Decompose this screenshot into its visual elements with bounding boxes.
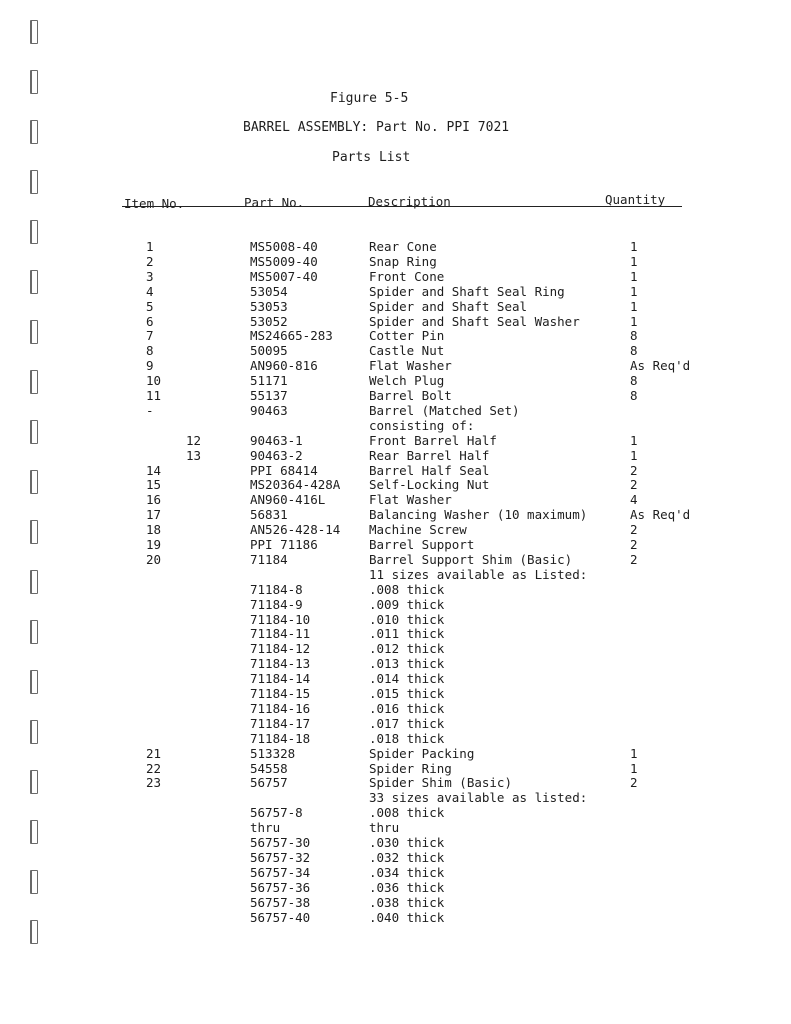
part-number-cell: 56757-8 [250,805,303,820]
quantity-cell: 4 [630,492,638,507]
part-number-cell: 53053 [250,299,288,314]
description-cell: Spider and Shaft Seal [369,299,528,314]
part-number-cell: 90463-2 [250,448,303,463]
quantity-cell: 8 [630,373,638,388]
part-number-cell: 71184-11 [250,626,311,641]
item-number-cell: 2 [146,254,154,269]
part-number-cell: 50095 [250,343,288,358]
description-cell: Spider Shim (Basic) [369,775,512,790]
item-number-cell: 20 [146,552,162,567]
quantity-cell: 8 [630,388,638,403]
part-number-cell: 71184-15 [250,686,311,701]
item-number-cell: 11 [146,388,162,403]
part-number-cell: PPI 68414 [250,463,318,478]
item-number-cell: 17 [146,507,162,522]
quantity-cell: 1 [630,254,638,269]
binder-hole [30,520,38,544]
quantity-cell: 1 [630,746,638,761]
item-number-cell: 16 [146,492,162,507]
part-number-cell: 56757-34 [250,865,311,880]
quantity-cell: 2 [630,522,638,537]
binder-hole [30,620,38,644]
item-number-cell: 6 [146,314,154,329]
quantity-cell: 2 [630,537,638,552]
description-cell: Front Cone [369,269,445,284]
description-cell: .016 thick [369,701,445,716]
part-number-cell: 71184-10 [250,612,311,627]
part-number-cell: 55137 [250,388,288,403]
part-number-cell: 71184-9 [250,597,303,612]
description-cell: Front Barrel Half [369,433,497,448]
quantity-cell: 1 [630,269,638,284]
item-number-cell: 10 [146,373,162,388]
description-cell: .018 thick [369,731,445,746]
item-number-cell: - [146,403,154,418]
item-number-cell: 4 [146,284,154,299]
description-cell: .034 thick [369,865,445,880]
description-cell: Barrel Bolt [369,388,452,403]
item-number-cell: 14 [146,463,162,478]
binder-hole [30,70,38,94]
description-cell: 33 sizes available as listed: [369,790,588,805]
binder-hole [30,570,38,594]
item-number-cell: 23 [146,775,162,790]
binder-hole [30,120,38,144]
description-cell: Spider and Shaft Seal Washer [369,314,580,329]
quantity-cell: 1 [630,761,638,776]
quantity-cell: 1 [630,299,638,314]
figure-title: Figure 5-5 [330,91,409,106]
binder-hole [30,820,38,844]
part-number-cell: MS5008-40 [250,239,318,254]
part-number-cell: 56757-30 [250,835,311,850]
description-cell: Spider and Shaft Seal Ring [369,284,565,299]
binder-hole [30,370,38,394]
part-number-cell: 56757-38 [250,895,311,910]
description-cell: Flat Washer [369,492,452,507]
description-cell: .012 thick [369,641,445,656]
part-number-cell: 71184-13 [250,656,311,671]
description-cell: Snap Ring [369,254,437,269]
description-cell: Barrel Support [369,537,475,552]
quantity-cell: As Req'd [630,507,691,522]
description-cell: Spider Ring [369,761,452,776]
binder-hole [30,220,38,244]
part-number-cell: 51171 [250,373,288,388]
description-cell: .017 thick [369,716,445,731]
item-number-cell: 9 [146,358,154,373]
column-header-item: Item No. [124,196,185,211]
description-cell: Flat Washer [369,358,452,373]
part-number-cell: AN960-816 [250,358,318,373]
quantity-cell: 8 [630,328,638,343]
part-number-cell: 71184-17 [250,716,311,731]
binder-hole [30,870,38,894]
part-number-cell: 71184-18 [250,731,311,746]
quantity-cell: 1 [630,433,638,448]
binder-holes [24,20,42,980]
part-number-cell: 513328 [250,746,296,761]
part-number-cell: AN526-428-14 [250,522,341,537]
description-cell: thru [369,820,400,835]
description-cell: 11 sizes available as Listed: [369,567,588,582]
description-cell: consisting of: [369,418,475,433]
part-number-cell: 53054 [250,284,288,299]
item-number-cell: 3 [146,269,154,284]
part-number-cell: 56757-36 [250,880,311,895]
part-number-cell: 56757 [250,775,288,790]
description-cell: Castle Nut [369,343,445,358]
binder-hole [30,320,38,344]
description-cell: Welch Plug [369,373,445,388]
part-number-cell: AN960-416L [250,492,326,507]
description-cell: .008 thick [369,582,445,597]
part-number-cell: PPI 71186 [250,537,318,552]
quantity-cell: 1 [630,284,638,299]
description-cell: .008 thick [369,805,445,820]
part-number-cell: MS5007-40 [250,269,318,284]
description-cell: .030 thick [369,835,445,850]
description-cell: Barrel Support Shim (Basic) [369,552,573,567]
part-number-cell: 71184-8 [250,582,303,597]
assembly-title: BARREL ASSEMBLY: Part No. PPI 7021 [243,120,510,135]
description-cell: .040 thick [369,910,445,925]
quantity-cell: 2 [630,463,638,478]
part-number-cell: 56757-40 [250,910,311,925]
part-number-cell: 71184-16 [250,701,311,716]
description-cell: .011 thick [369,626,445,641]
description-cell: Machine Screw [369,522,467,537]
binder-hole [30,920,38,944]
item-number-cell: 8 [146,343,154,358]
item-number-cell: 13 [186,448,202,463]
description-cell: .009 thick [369,597,445,612]
item-number-cell: 12 [186,433,202,448]
quantity-cell: 8 [630,343,638,358]
description-cell: .015 thick [369,686,445,701]
part-number-cell: 71184-14 [250,671,311,686]
quantity-cell: 1 [630,239,638,254]
part-number-cell: 53052 [250,314,288,329]
description-cell: Balancing Washer (10 maximum) [369,507,588,522]
part-number-cell: MS5009-40 [250,254,318,269]
item-number-cell: 7 [146,328,154,343]
item-number-cell: 18 [146,522,162,537]
quantity-cell: 2 [630,477,638,492]
part-number-cell: MS24665-283 [250,328,333,343]
part-number-cell: 90463-1 [250,433,303,448]
description-cell: Rear Cone [369,239,437,254]
item-number-cell: 22 [146,761,162,776]
binder-hole [30,720,38,744]
part-number-cell: thru [250,820,281,835]
binder-hole [30,770,38,794]
description-cell: .010 thick [369,612,445,627]
column-header-part: Part No. [244,195,305,210]
description-cell: Rear Barrel Half [369,448,490,463]
part-number-cell: 71184 [250,552,288,567]
item-number-cell: 19 [146,537,162,552]
part-number-cell: 56757-32 [250,850,311,865]
description-cell: .014 thick [369,671,445,686]
part-number-cell: 54558 [250,761,288,776]
part-number-cell: 56831 [250,507,288,522]
header-rule [122,206,682,207]
column-header-description: Description [368,194,451,209]
item-number-cell: 15 [146,477,162,492]
quantity-cell: As Req'd [630,358,691,373]
description-cell: Cotter Pin [369,328,445,343]
binder-hole [30,420,38,444]
parts-list-title: Parts List [332,150,411,165]
description-cell: .038 thick [369,895,445,910]
binder-hole [30,670,38,694]
binder-hole [30,170,38,194]
item-number-cell: 1 [146,239,154,254]
quantity-cell: 2 [630,552,638,567]
binder-hole [30,270,38,294]
description-cell: Spider Packing [369,746,475,761]
quantity-cell: 1 [630,448,638,463]
column-header-quantity: Quantity [605,192,666,207]
description-cell: .032 thick [369,850,445,865]
quantity-cell: 2 [630,775,638,790]
quantity-cell: 1 [630,314,638,329]
part-number-cell: 71184-12 [250,641,311,656]
part-number-cell: MS20364-428A [250,477,341,492]
binder-hole [30,470,38,494]
description-cell: .036 thick [369,880,445,895]
item-number-cell: 21 [146,746,162,761]
binder-hole [30,20,38,44]
part-number-cell: 90463 [250,403,288,418]
description-cell: .013 thick [369,656,445,671]
description-cell: Barrel (Matched Set) [369,403,520,418]
item-number-cell: 5 [146,299,154,314]
description-cell: Self-Locking Nut [369,477,490,492]
description-cell: Barrel Half Seal [369,463,490,478]
